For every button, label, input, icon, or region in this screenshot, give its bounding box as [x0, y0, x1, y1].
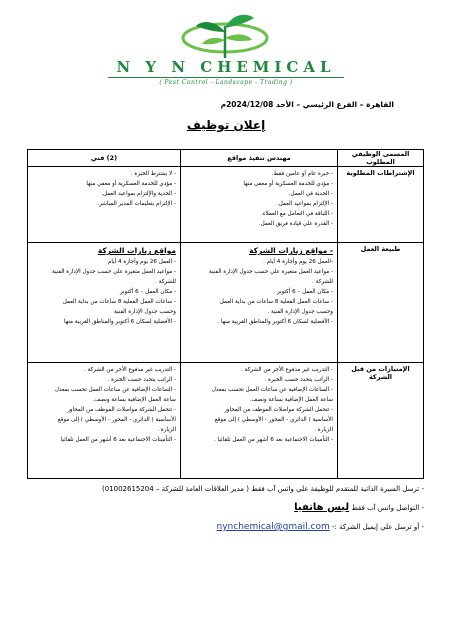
table-row-requirements [28, 167, 424, 243]
technician-requirements [28, 167, 181, 243]
contact-emphasis: ليس هاتفيا [294, 502, 350, 513]
list-item: - الإلتزام بمواعيد العمل. [277, 201, 333, 207]
list-item: - ساعات العمل الفعلية 8 ساعات من بداية العمل [219, 299, 333, 305]
engineer-work-nature [181, 243, 338, 363]
page-title: إعلان توظيف [186, 118, 266, 132]
list-item: - القدرة علي قيادة فريق العمل. [258, 221, 333, 227]
list-item: الزيارة . [314, 427, 333, 433]
header-site-engineer: مهندس تنفيذ مواقع [181, 150, 338, 167]
engineer-requirements [181, 167, 338, 243]
row-label: الإمتيازات من قبل الشركة [338, 363, 424, 479]
list-item: - الساعات الإضافية عن ساعات العمل تحسب بمعدل [54, 387, 176, 393]
list-item: - الراتب يتحدد حسب الخبرة . [264, 377, 333, 383]
table-header-row [28, 150, 424, 167]
company-email-link[interactable]: nynchemical@gmail.com [216, 522, 330, 532]
cv-submission-note: - ترسل السيرة الذاتية للمتقدم للوظيفة علي واتس آب فقط ( مدير العلاقات العامة للشركة – 01002615204) [101, 485, 424, 493]
list-item: - الراتب يتحدد حسب الخبرة . [107, 377, 176, 383]
list-item: وحسب جدول الإدارة الفنية [113, 309, 176, 315]
list-item: وحسب جدول الإدارة الفنية . [267, 309, 333, 315]
list-item: - مكان العمل – 6 أكتوبر . [273, 289, 333, 295]
list-item: ساعة العمل الإضافية بساعة ونصف. [92, 397, 176, 403]
company-logo-icon [170, 8, 280, 64]
list-item: - تتحمل الشركة مواصلات الموظف من المحاور [224, 407, 333, 413]
row-label: طبيعة العمل [338, 243, 424, 363]
company-tagline: ( Pest Control - Landscape - Trading ) [159, 79, 293, 86]
list-item: - الأفضلية لسكان 6 أكتوبر والمناطق القريبة منها . [217, 319, 333, 325]
list-item: -العمل 26 يوم وأجازة 4 أيام . [263, 259, 333, 265]
logo-divider [108, 77, 344, 78]
list-item: - مواعيد العمل متغيرة علي حسب جدول الإدارة الفنية [52, 269, 176, 275]
header-technician: (2) فني [28, 150, 181, 167]
section-subtitle: - مواقع زيارات الشركة [249, 246, 333, 255]
application-notes [24, 485, 424, 541]
company-name: N Y N CHEMICAL [116, 58, 336, 76]
list-item: - ساعات العمل الفعلية 8 ساعات من بداية العمل [62, 299, 176, 305]
header-job-title: المسمى الوظيفي المطلوب [338, 150, 424, 167]
list-item: للشركة . [155, 279, 176, 285]
table-row-work-nature [28, 243, 424, 363]
list-item: - التأمينات الاجتماعية بعد 6 أشهر من العمل تلقائيا . [214, 437, 333, 443]
list-item: - لا يشترط الخبرة . [130, 171, 176, 177]
table-row-benefits [28, 363, 424, 479]
list-item: - الإلتزام بتعليمات المدير المباشر. [97, 201, 176, 207]
list-item: الأساسية ( الدائري - المحور - الأوسطي ) إلى موقع [57, 417, 176, 423]
list-item: - الجدية والإلتزام بمواعيد العمل. [101, 191, 176, 197]
list-item: - تتحمل الشركة مواصلات الموظف من المحاور [67, 407, 176, 413]
email-note [24, 522, 424, 532]
list-item: - الجدية في العمل. [288, 191, 333, 197]
list-item: - الساعات الإضافية عن ساعات العمل تحسب بمعدل [211, 387, 333, 393]
list-item: الزيارة . [157, 427, 176, 433]
list-item: - مكان العمل – 6 أكتوبر [119, 289, 176, 295]
contact-prefix: - التواصل واتس آب فقط [351, 504, 424, 512]
technician-benefits [28, 363, 181, 479]
list-item: - التأمينات الاجتماعية بعد 6 أشهر من العمل تلقائيا [60, 437, 176, 443]
list-item: ساعة العمل الإضافية بساعة ونصف. [249, 397, 333, 403]
section-subtitle: مواقع زيارات الشركة [97, 246, 176, 255]
list-item: - الأفضلية لسكان 6 أكتوبر والمناطق القريبة منها [64, 319, 176, 325]
location-date-line: القاهرة – الفرع الرئيسي – الأحد 2024/12/08م [220, 100, 394, 109]
list-item: - اللباقة في التعامل مع العملاء. [261, 211, 333, 217]
list-item: للشركة . [312, 279, 333, 285]
contact-note [24, 502, 424, 513]
list-item: - العمل 26 يوم وأجازة 4 أيام [107, 259, 176, 265]
list-item: - التدريب غير مدفوع الأجر من الشركة . [241, 367, 333, 373]
list-item: - التدريب غير مدفوع الأجر من الشركة . [84, 367, 176, 373]
jobs-table [27, 149, 424, 479]
row-label: الإشتراطات المطلوبة [338, 167, 424, 243]
engineer-benefits [181, 363, 338, 479]
list-item: - خبرة عام أو عامين فقط. [271, 171, 333, 177]
list-item: - مؤدي للخدمة العسكرية أو معفي منها [243, 181, 333, 187]
email-prefix: - أو ترسل علي إيميل الشركة :- [331, 523, 424, 531]
technician-work-nature [28, 243, 181, 363]
list-item: الأساسية ( الدائري - المحور - الأوسطي ) إلى موقع [214, 417, 333, 423]
list-item: - مواعيد العمل متغيرة علي حسب جدول الإدارة الفنية [209, 269, 333, 275]
list-item: - مؤدي للخدمة العسكرية أو معفي منها [86, 181, 176, 187]
